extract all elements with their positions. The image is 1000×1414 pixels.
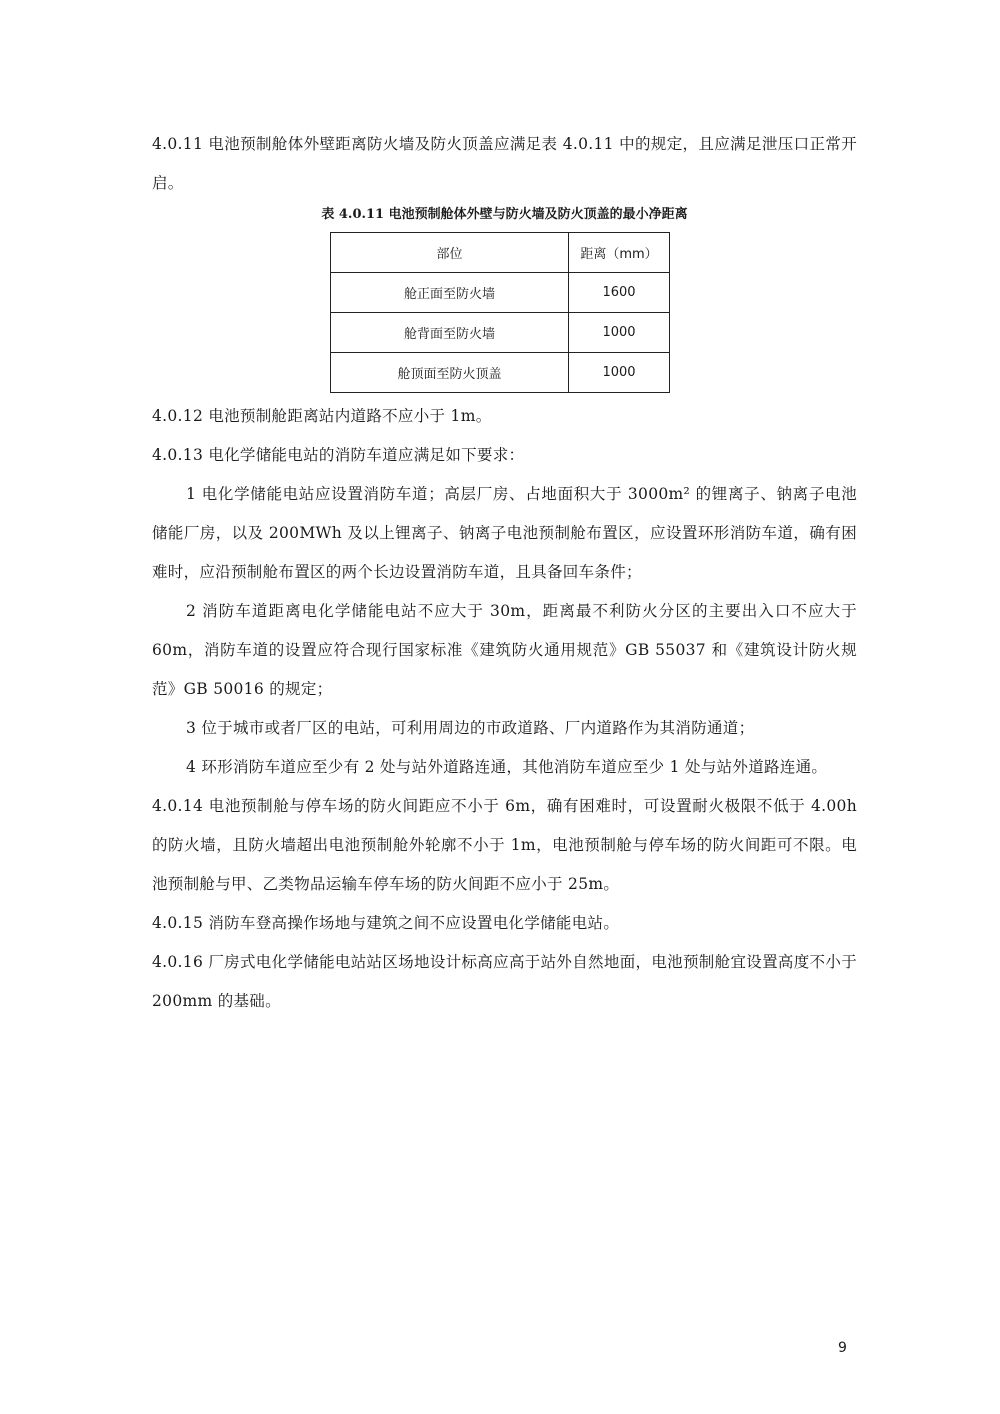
- clause-4-0-13: 4.0.13 电化学储能电站的消防车道应满足如下要求：: [152, 446, 525, 464]
- clause-4-0-13-item-4: 4 环形消防车道应至少有 2 处与站外道路连通，其他消防车道应至少 1 处与站外道路连通。: [186, 758, 828, 776]
- column-header-location: 部位: [331, 233, 569, 273]
- table-cell-location: 舱顶面至防火顶盖: [331, 353, 569, 393]
- clause-4-0-11: 4.0.11 电池预制舱体外壁距离防火墙及防火顶盖应满足表 4.0.11 中的规定，且应满足泄压口正常开启。: [152, 135, 857, 192]
- distance-table: [330, 232, 670, 393]
- table-header-row: [331, 233, 670, 273]
- table-row: [331, 273, 670, 313]
- table-row: [331, 353, 670, 393]
- clause-4-0-13-item-3: 3 位于城市或者厂区的电站，可利用周边的市政道路、厂内道路作为其消防通道；: [186, 719, 755, 737]
- page-content: [152, 125, 857, 1021]
- clause-4-0-13-item-2: 2 消防车道距离电化学储能电站不应大于 30m，距离最不利防火分区的主要出入口不应大于 60m，消防车道的设置应符合现行国家标准《建筑防火通用规范》GB 55037 和《建筑设计防火规范》GB 50016 的规定；: [152, 602, 857, 698]
- column-header-distance: 距离（mm）: [569, 233, 670, 273]
- table-row: [331, 313, 670, 353]
- table-cell-distance: 1000: [569, 313, 670, 353]
- clause-4-0-12: 4.0.12 电池预制舱距离站内道路不应小于 1m。: [152, 407, 492, 425]
- clause-4-0-14: 4.0.14 电池预制舱与停车场的防火间距应不小于 6m，确有困难时，可设置耐火极限不低于 4.00h 的防火墙，且防火墙超出电池预制舱外轮廓不小于 1m，电池预制舱与停车场的防火间距可不限。电池预制舱与甲、乙类物品运输车停车场的防火间距不应小于 25m。: [152, 797, 857, 893]
- table-cell-location: 舱背面至防火墙: [331, 313, 569, 353]
- clause-4-0-13-item-1: 1 电化学储能电站应设置消防车道；高层厂房、占地面积大于 3000m² 的锂离子、钠离子电池储能厂房，以及 200MWh 及以上锂离子、钠离子电池预制舱布置区，应设置环形消防车道，确有困难时，应沿预制舱布置区的两个长边设置消防车道，且具备回车条件；: [152, 485, 857, 581]
- clause-4-0-16: 4.0.16 厂房式电化学储能电站站区场地设计标高应高于站外自然地面，电池预制舱宜设置高度不小于 200mm 的基础。: [152, 953, 857, 1010]
- page-number: 9: [838, 1340, 847, 1356]
- table-caption: 表 4.0.11 电池预制舱体外壁与防火墙及防火顶盖的最小净距离: [321, 207, 688, 222]
- table-cell-location: 舱正面至防火墙: [331, 273, 569, 313]
- clause-4-0-15: 4.0.15 消防车登高操作场地与建筑之间不应设置电化学储能电站。: [152, 914, 620, 932]
- table-cell-distance: 1000: [569, 353, 670, 393]
- table-cell-distance: 1600: [569, 273, 670, 313]
